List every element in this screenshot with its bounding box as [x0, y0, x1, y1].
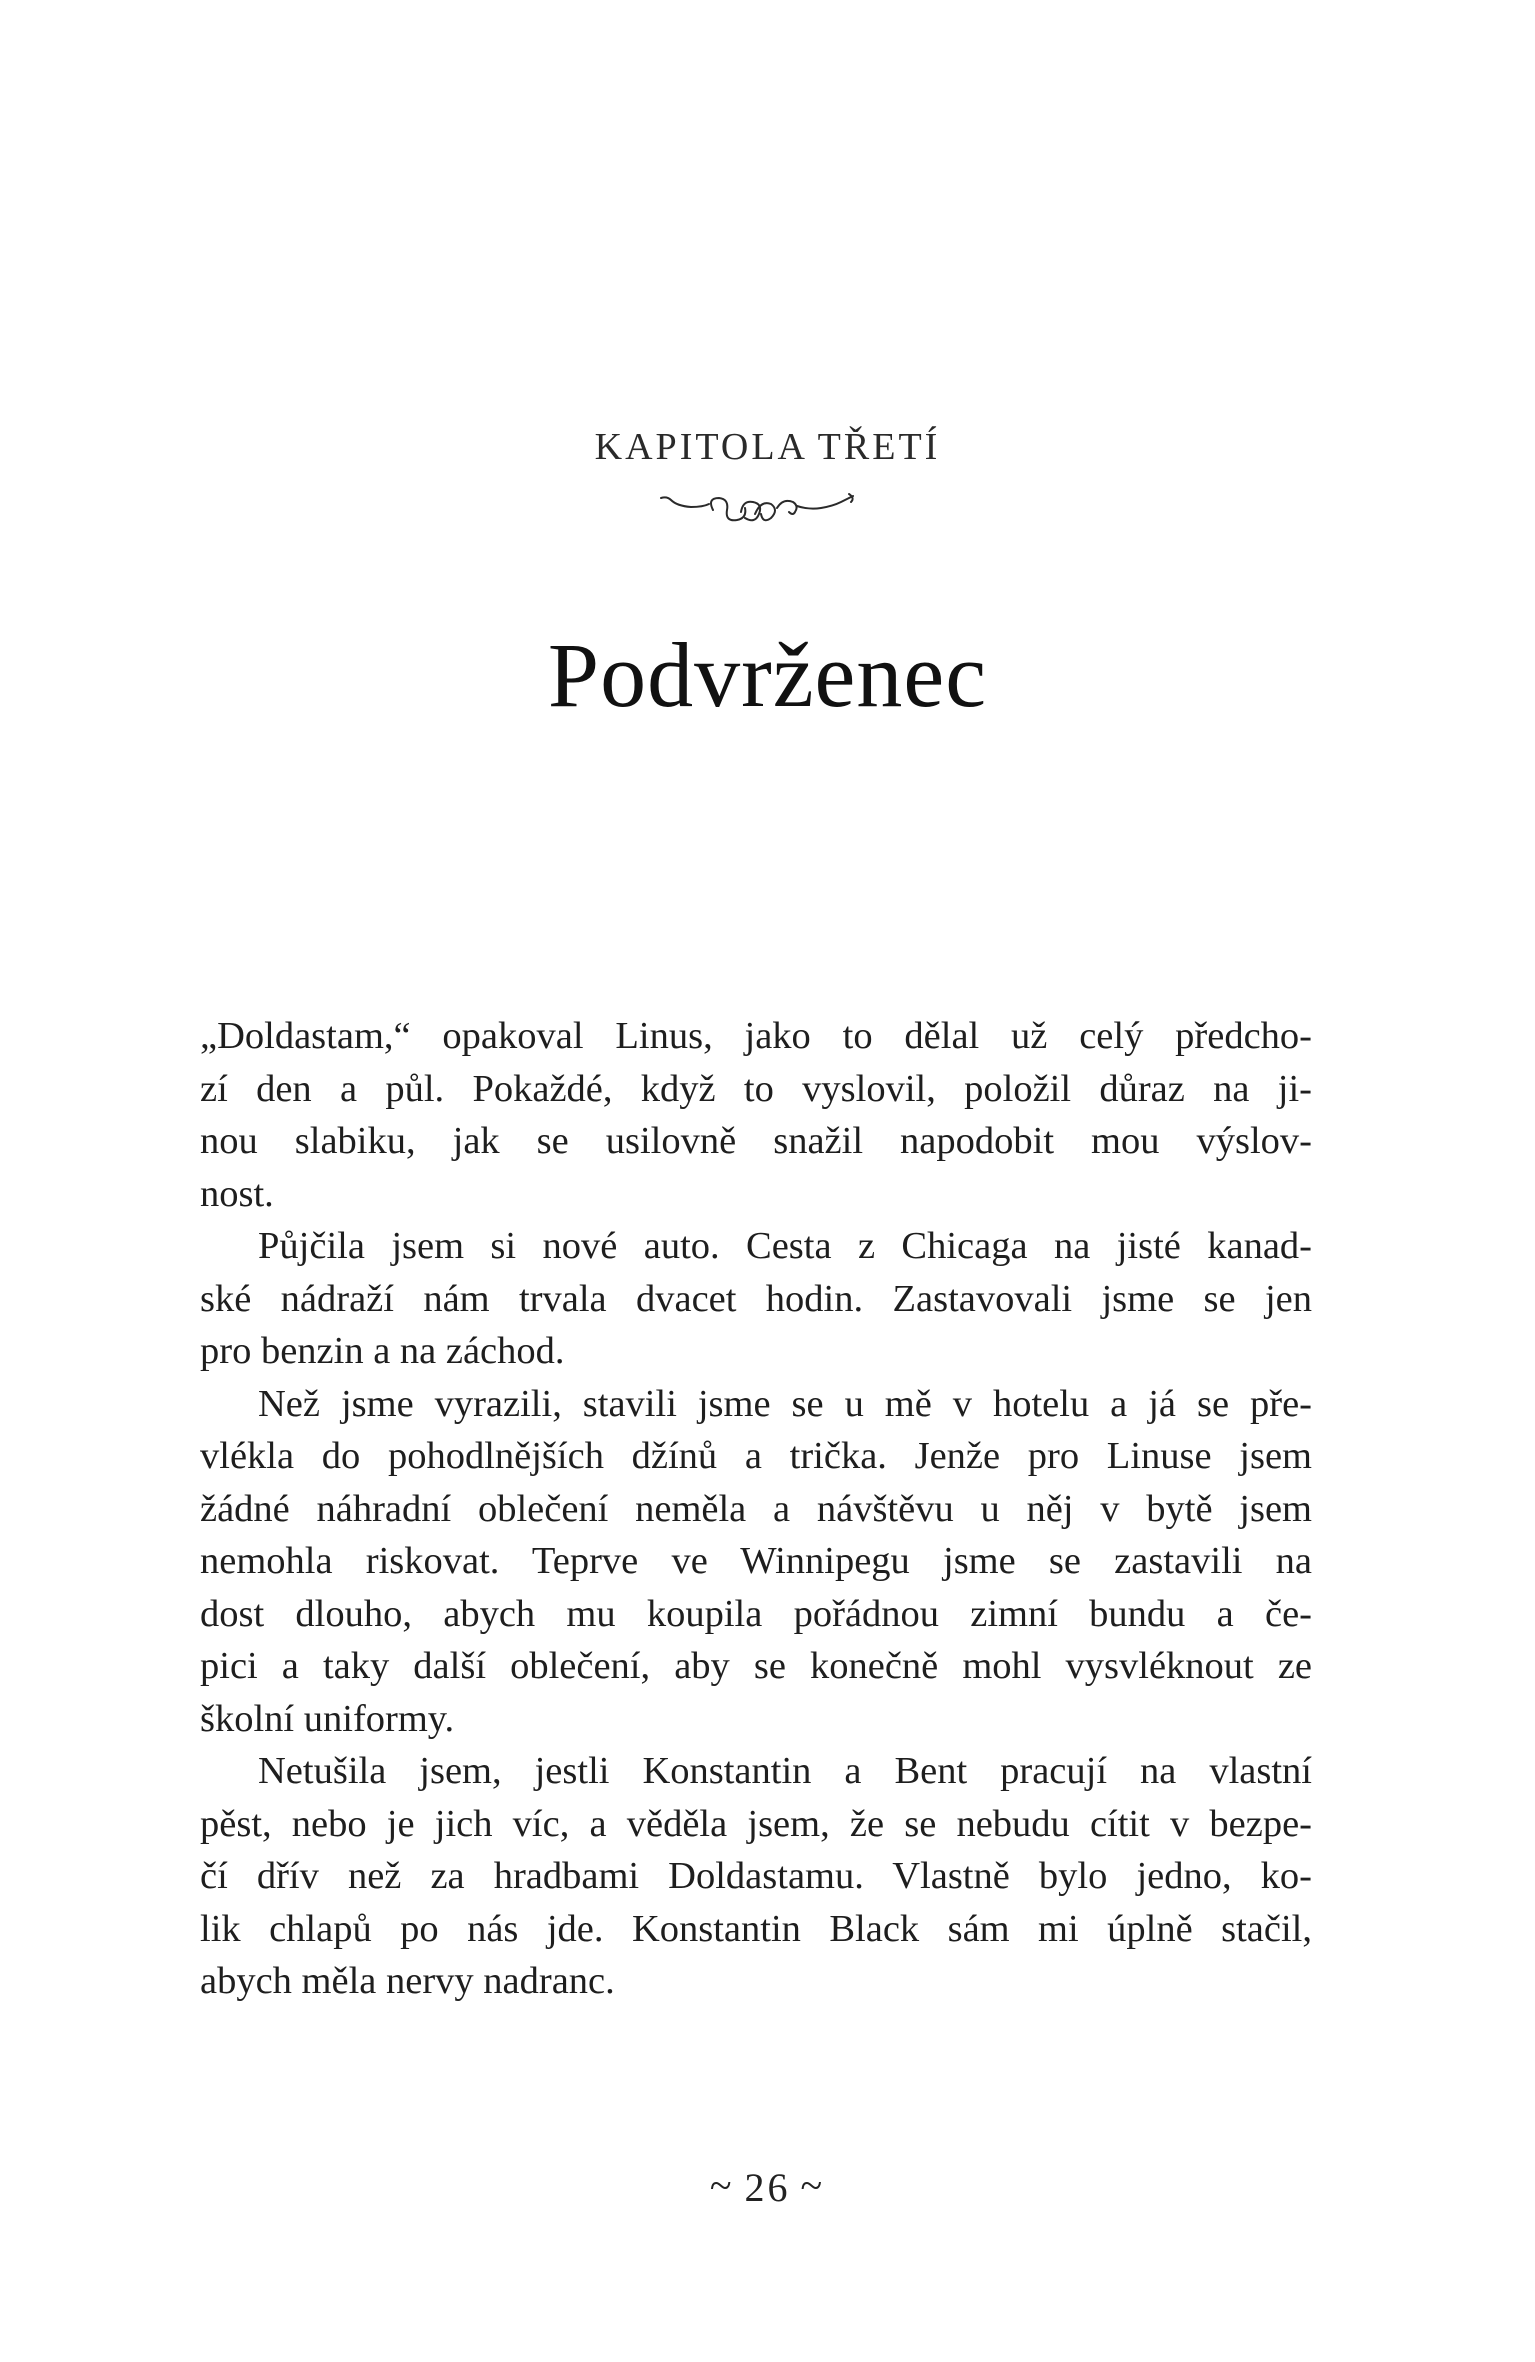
body-line: dost dlouho, abych mu koupila pořádnou zimní bundu a če-: [200, 1592, 1312, 1635]
body-line: zí den a půl. Pokaždé, když to vyslovil, položil důraz na ji-: [200, 1067, 1312, 1110]
tilde-ornament-icon: ~: [800, 2163, 826, 2208]
chapter-label: KAPITOLA TŘETÍ: [594, 426, 941, 468]
body-line: školní uniformy.: [200, 1697, 455, 1740]
scroll-flourish-icon: [657, 490, 857, 530]
page-number: [0, 2162, 1535, 2211]
chapter-body: [200, 1010, 1312, 2008]
body-line: žádné náhradní oblečení neměla a návštěvu u něj v bytě jsem: [200, 1487, 1312, 1530]
body-line: pici a taky další oblečení, aby se konečně mohl vysvléknout ze: [200, 1645, 1312, 1687]
page-number-value: 26: [744, 2165, 791, 2210]
body-line: lik chlapů po nás jde. Konstantin Black sám mi úplně stačil,: [200, 1907, 1312, 1950]
chapter-title: Podvrženec: [547, 624, 988, 726]
body-line: Než jsme vyrazili, stavili jsme se u mě v hotelu a já se pře-: [258, 1382, 1312, 1425]
body-line: ské nádraží nám trvala dvacet hodin. Zastavovali jsme se jen: [200, 1277, 1312, 1320]
body-line: nost.: [200, 1172, 274, 1215]
body-line: nemohla riskovat. Teprve ve Winnipegu jsme se zastavili na: [200, 1540, 1312, 1582]
body-line: Netušila jsem, jestli Konstantin a Bent pracují na vlastní: [258, 1750, 1312, 1792]
body-line: abych měla nervy nadranc.: [200, 1960, 615, 2002]
tilde-ornament-icon: ~: [709, 2163, 735, 2208]
body-line: nou slabiku, jak se usilovně snažil napodobit mou výslov-: [200, 1120, 1312, 1162]
body-line: pěst, nebo je jich víc, a věděla jsem, že se nebudu cítit v bezpe-: [200, 1802, 1312, 1845]
body-line: pro benzin a na záchod.: [200, 1330, 565, 1372]
body-line: Půjčila jsem si nové auto. Cesta z Chicaga na jisté kanad-: [258, 1225, 1312, 1267]
body-line: čí dřív než za hradbami Doldastamu. Vlastně bylo jedno, ko-: [200, 1855, 1312, 1897]
body-line: vlékla do pohodlnějších džínů a trička. Jenže pro Linuse jsem: [200, 1435, 1312, 1477]
body-line: „Doldastam,“ opakoval Linus, jako to dělal už celý předcho-: [200, 1015, 1312, 1057]
